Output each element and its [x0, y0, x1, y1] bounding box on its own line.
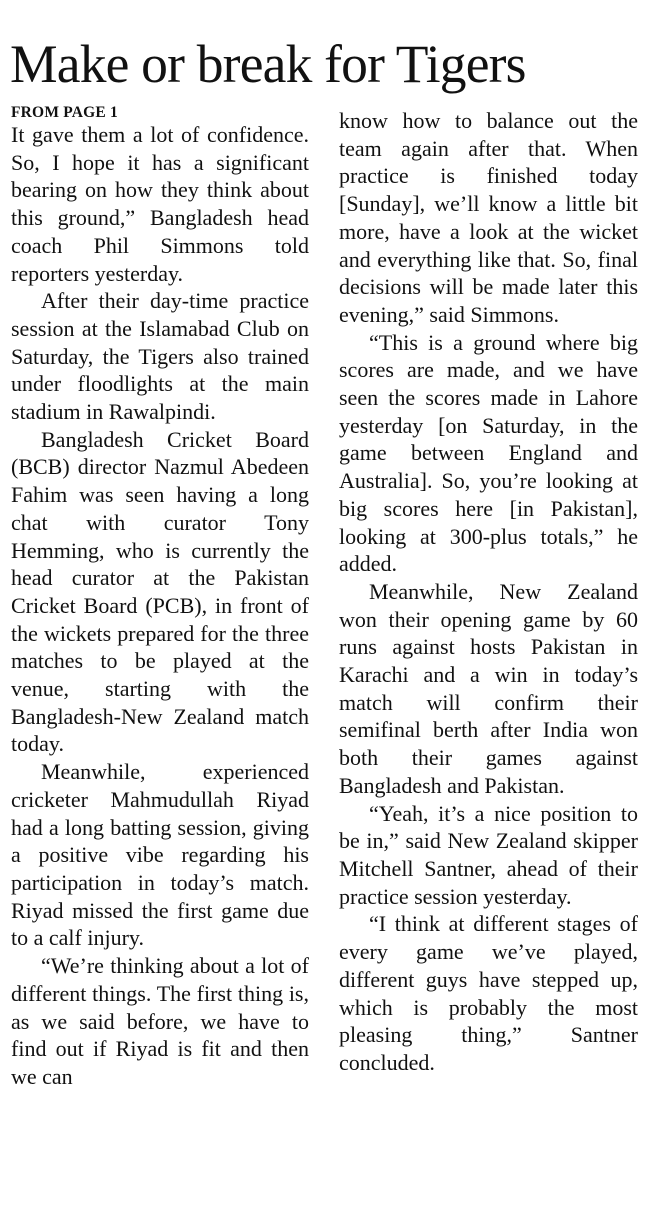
paragraph: Meanwhile, New Zealand won their opening game by 60 runs against hosts Pakistan in Karachi and a win in today’s match will confirm their semifinal berth after India won both their games against Bangladesh and Pakistan. [339, 578, 638, 798]
paragraph: “This is a ground where big scores are made, and we have seen the scores made in Lahore yesterday [on Saturday, in the game between England and Australia]. So, you’re looking at big scores here [in Pakistan], looking at 300-plus totals,” he added. [339, 329, 638, 577]
left-column [11, 104, 309, 1091]
kicker: FROM PAGE 1 [11, 104, 118, 121]
paragraph: It gave them a lot of confidence. So, I hope it has a significant bearing on how they think about this ground,” Bangladesh head coach Phil Simmons told reporters yesterday. [11, 122, 309, 286]
paragraph: After their day-time practice session at the Islamabad Club on Saturday, the Tigers also trained under floodlights at the main stadium in Rawalpindi. [11, 288, 309, 425]
paragraph: “Yeah, it’s a nice position to be in,” said New Zealand skipper Mitchell Santner, ahead of their practice session yesterday. [339, 800, 638, 909]
paragraph: “We’re thinking about a lot of different things. The first thing is, as we said before, we have to find out if Riyad is fit and then we can [11, 953, 309, 1089]
paragraph: know how to balance out the team again after that. When practice is finished today [Sunday], we’ll know a little bit more, have a look at the wicket and everything like that. So, final decisions will be made later this evening,” said Simmons. [339, 108, 638, 327]
paragraph: Bangladesh Cricket Board (BCB) director Nazmul Abedeen Fahim was seen having a long chat with curator Tony Hemming, who is currently the head curator at the Pakistan Cricket Board (PCB), in front of the wickets prepared for the three matches to be played at the venue, starting with the Bangladesh-New Zealand match today. [11, 426, 309, 757]
paragraph: “I think at different stages of every game we’ve played, different guys have stepped up, which is probably the most pleasing thing,” Santner concluded. [339, 911, 638, 1075]
headline: Make or break for Tigers [10, 34, 526, 94]
paragraph: Meanwhile, experienced cricketer Mahmudullah Riyad had a long batting session, giving a positive vibe regarding his participation in today’s match. Riyad missed the first game due to a calf injury. [11, 759, 309, 951]
right-column [339, 107, 638, 1077]
